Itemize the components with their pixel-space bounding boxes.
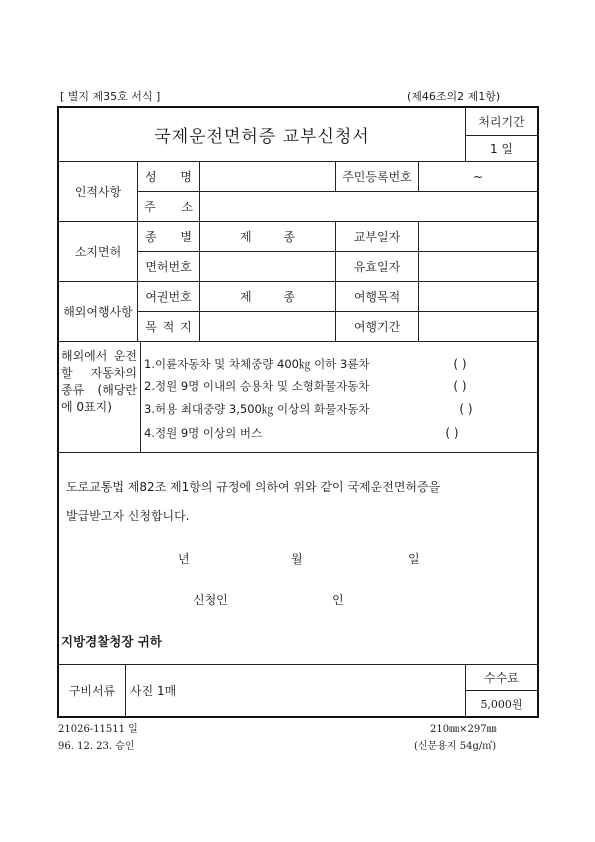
license-type-field[interactable]: 제 종: [240, 230, 295, 244]
rrn-field[interactable]: ~: [472, 169, 484, 184]
processing-period-value: 1 일: [489, 142, 514, 156]
statement-line-1: 도로교통법 제82조 제1항의 규정에 의하여 위와 같이 국제운전면허증을: [66, 480, 441, 494]
statement-line-2: 발급받고자 신청합니다.: [66, 509, 190, 523]
vehicle-item-mark[interactable]: ( ): [453, 357, 467, 371]
documents-label: 구비서류: [68, 684, 116, 698]
vehicle-item-text: 2.정원 9명 이내의 승용차 및 소형화물자동차: [144, 379, 370, 393]
vehicle-item-text: 1.이륜자동차 및 차체중량 400㎏ 이하 3륜차: [144, 357, 370, 371]
date-year: 년: [178, 552, 190, 566]
name-label: 성 명: [145, 170, 192, 184]
vehicle-item-text: 4.정원 9명 이상의 버스: [144, 426, 263, 440]
law-reference: (제46조의2 제1항): [407, 90, 501, 103]
period-field[interactable]: [419, 312, 537, 341]
issue-date-field[interactable]: [419, 222, 537, 251]
form-number: [ 별지 제35호 서식 ]: [60, 90, 161, 103]
name-field[interactable]: [200, 162, 335, 191]
valid-date-field[interactable]: [419, 252, 537, 281]
vehicle-item-text: 3.허용 최대중량 3,500㎏ 이상의 화물자동차: [144, 402, 370, 416]
vehicle-item-mark[interactable]: ( ): [459, 402, 473, 416]
issue-date-label: 교부일자: [353, 230, 401, 244]
purpose-label: 여행목적: [353, 290, 401, 304]
form-code: 21026-11511 일: [58, 724, 138, 735]
vehicle-item-mark[interactable]: ( ): [445, 426, 459, 440]
license-number-field[interactable]: [200, 252, 335, 281]
section-travel: 해외여행사항: [63, 305, 133, 319]
rrn-label: 주민등록번호: [342, 170, 412, 184]
fee-label: 수수료: [484, 671, 519, 685]
passport-field[interactable]: 제 종: [240, 290, 295, 304]
paper-type: (신문용지 54g/㎡): [414, 741, 497, 752]
vehicle-item-mark[interactable]: ( ): [453, 379, 467, 393]
fee-value: 5,000원: [480, 697, 523, 711]
passport-label: 여권번호: [145, 290, 192, 304]
address-field[interactable]: [200, 192, 537, 221]
destination-label: 목 적 지: [145, 320, 192, 334]
license-type-label: 종 별: [145, 230, 192, 244]
valid-date-label: 유효일자: [353, 260, 401, 274]
period-label: 여행기간: [353, 320, 401, 334]
date-month: 월: [291, 552, 303, 566]
documents-value: 사진 1매: [130, 684, 177, 698]
paper-size: 210㎜×297㎜: [430, 724, 497, 735]
processing-period-label: 처리기간: [478, 115, 525, 129]
applicant-seal: 인: [332, 593, 344, 607]
addressee: 지방경찰청장 귀하: [61, 634, 162, 649]
applicant-label: 신청인: [193, 593, 228, 607]
purpose-field[interactable]: [419, 282, 537, 311]
date-day: 일: [408, 552, 420, 566]
section-license: 소지면허: [74, 245, 122, 259]
license-number-label: 면허번호: [145, 260, 192, 274]
section-personal: 인적사항: [74, 185, 122, 199]
approval-date: 96. 12. 23. 승인: [58, 741, 135, 752]
section-vehicle-type: 해외에서 운전할 자동차의 종류 (해당란에 0표지): [61, 349, 137, 414]
form-title: 국제운전면허증 교부신청서: [154, 127, 370, 147]
address-label: 주 소: [144, 200, 193, 214]
destination-field[interactable]: [200, 312, 335, 341]
